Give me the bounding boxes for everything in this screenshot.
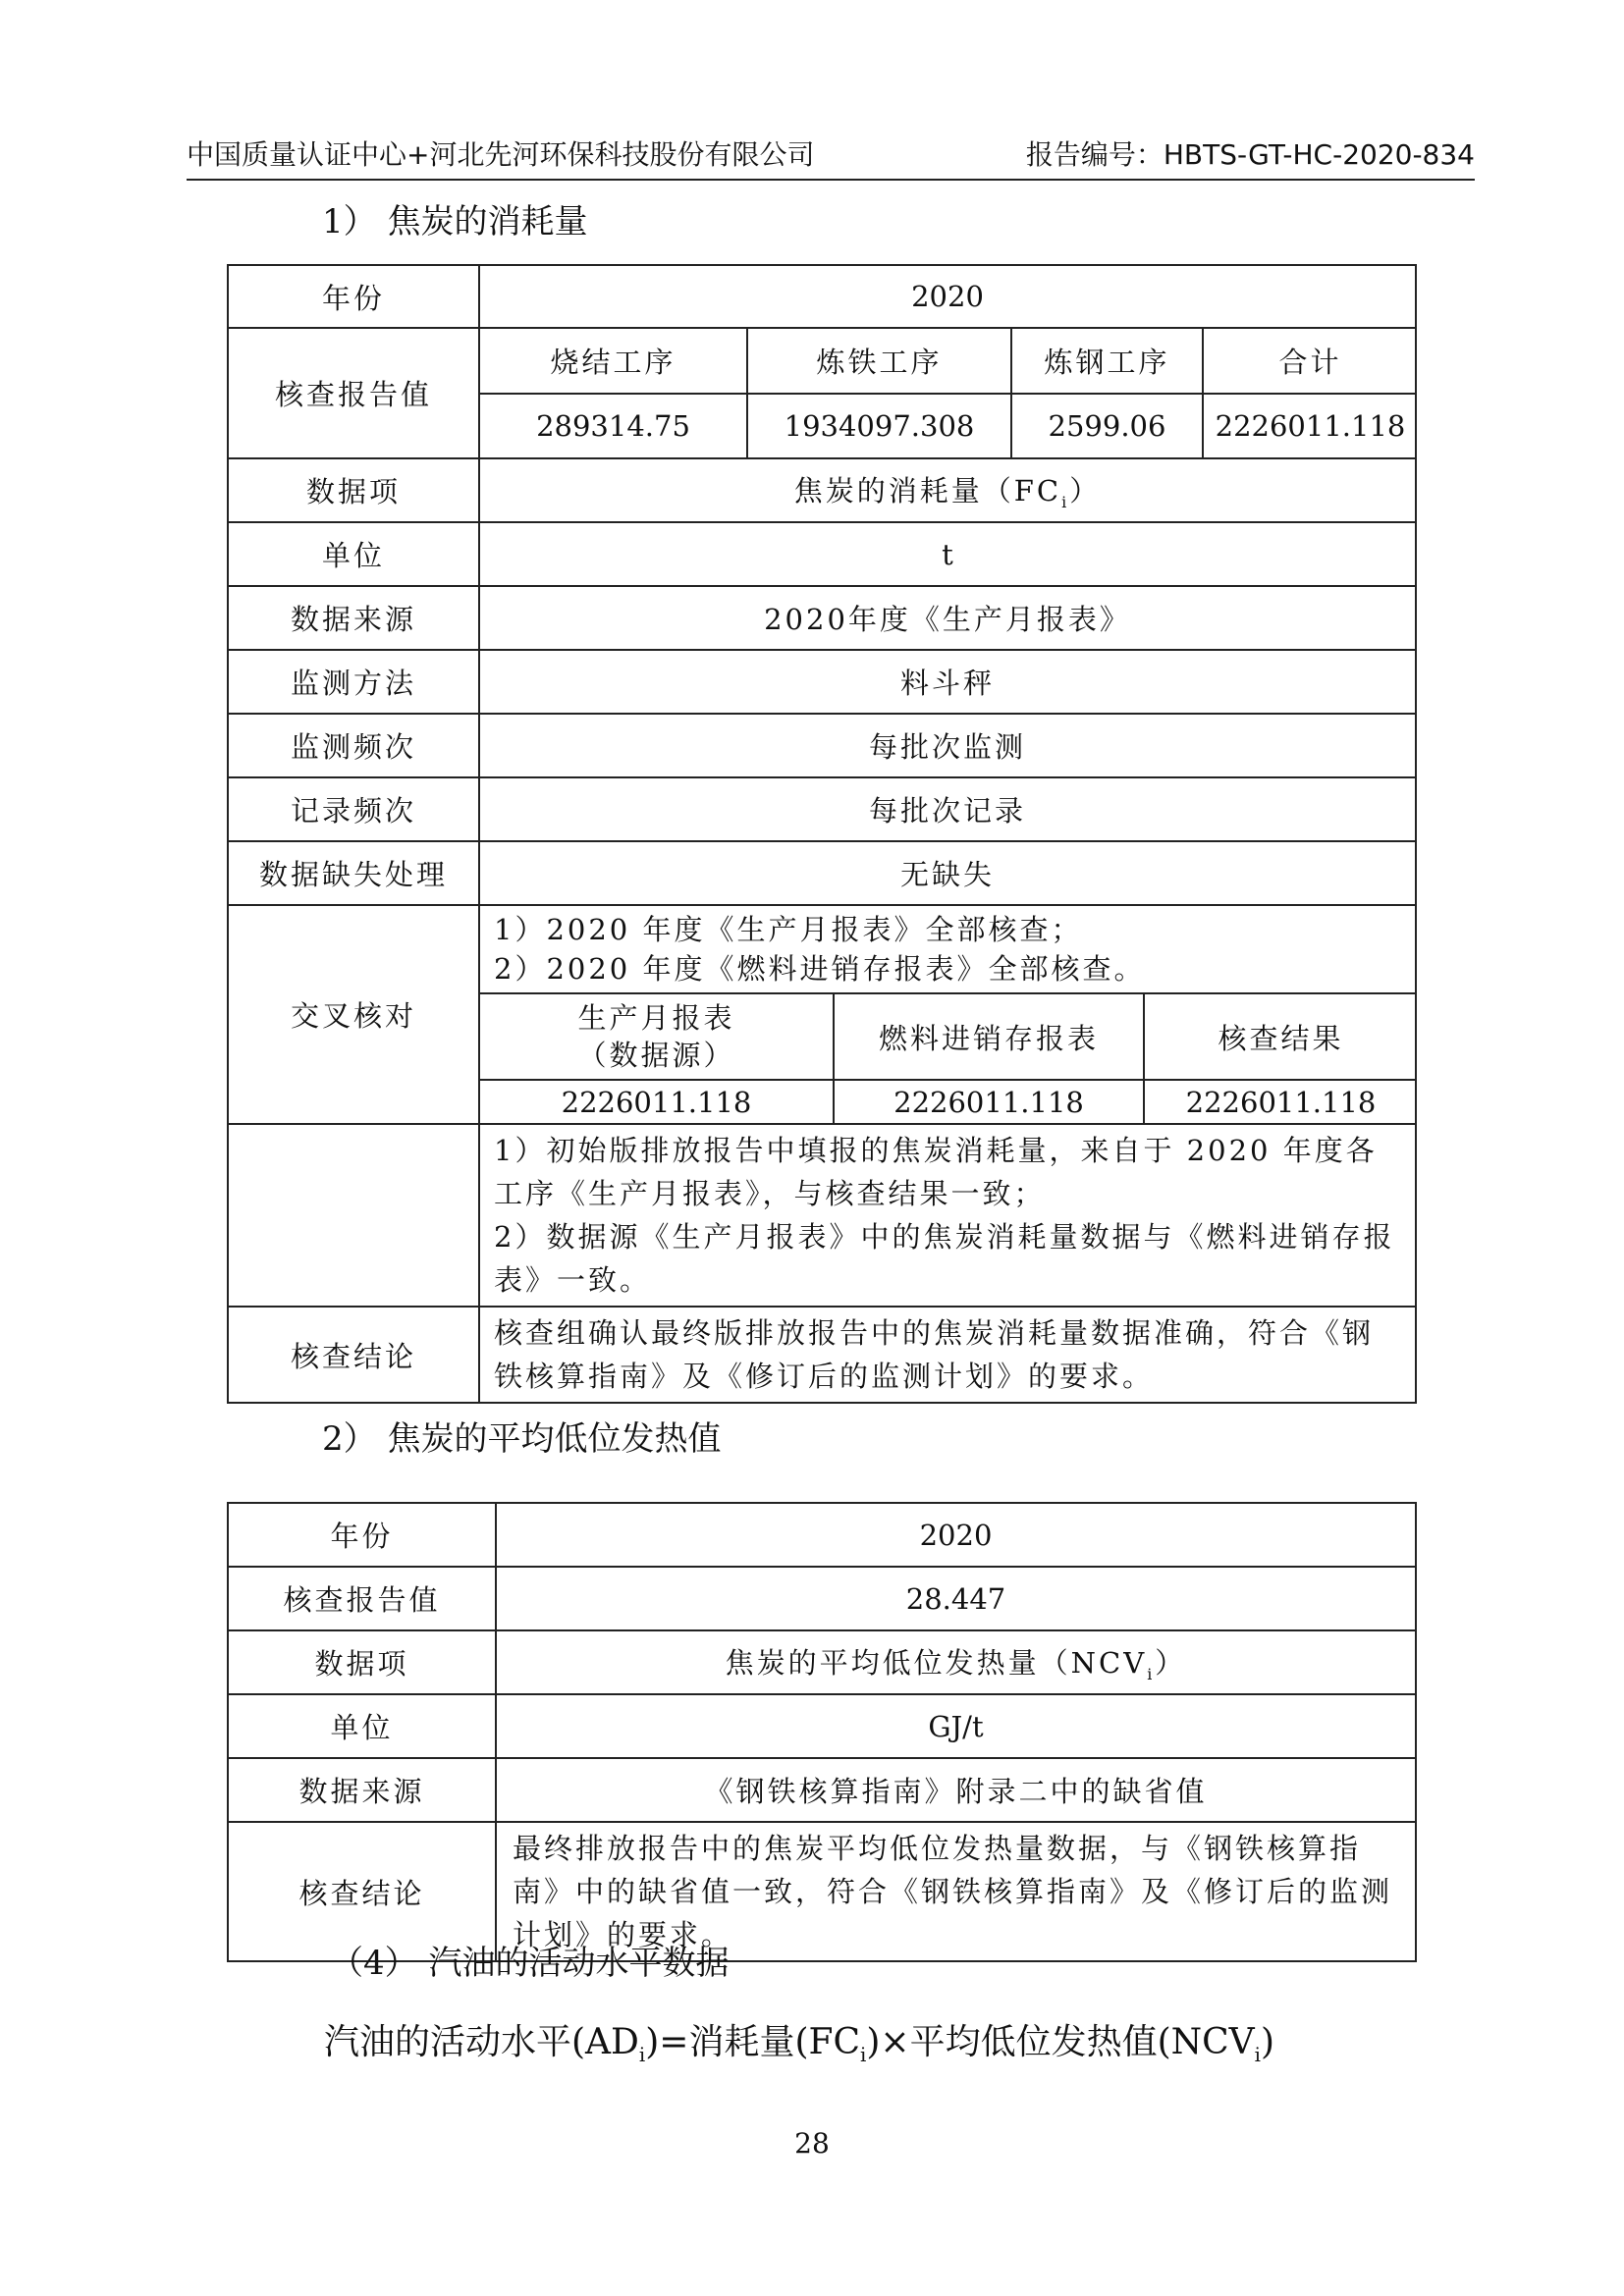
page-number: 28 [794,2127,830,2160]
ncv-year-label: 年份 [228,1503,496,1567]
process-header-steelmaking: 炼钢工序 [1011,329,1203,394]
cross-check-line-1: 1）2020 年度《生产月报表》全部核查； [494,913,1083,946]
conclusion-value: 核查组确认最终版排放报告中的焦炭消耗量数据准确，符合《钢铁核算指南》及《修订后的监测计划》的要求。 [479,1307,1416,1403]
process-header-total: 合计 [1203,329,1416,394]
cross-value-check-result: 2226011.118 [1185,1085,1377,1119]
ncv-unit-label: 单位 [228,1694,496,1758]
data-source-value: 2020年度《生产月报表》 [479,586,1416,650]
cross-check-block [480,906,1416,1123]
gasoline-activity-formula: 汽油的活动水平$(AD_i)=$消耗量$(FC_i)\times$平均低位发热值$(NCV_i)$ [324,2022,1275,2067]
process-value-total: 2226011.118 [1215,409,1406,443]
section3-title: （4） 汽油的活动水平数据 [330,1944,730,1983]
year-value: 2020 [479,265,1416,328]
year-label: 年份 [228,265,479,328]
unit-value: t [479,522,1416,586]
header-organization: 中国质量认证中心+河北先河环保科技股份有限公司 [187,138,815,171]
cross-check-label: 交叉核对 [228,905,479,1124]
ncv-unit-value: GJ/t [496,1694,1416,1758]
section1-title: 1） 焦炭的消耗量 [322,202,588,241]
process-header-sintering: 烧结工序 [480,329,747,394]
verification-notes [479,1124,1416,1307]
report-value-label: 核查报告值 [228,328,479,458]
process-value-steelmaking: 2599.06 [1011,394,1203,457]
page-header [187,128,1475,181]
cross-header-check-result: 核查结果 [1144,993,1416,1080]
missing-data-value: 无缺失 [479,841,1416,905]
missing-data-label: 数据缺失处理 [228,841,479,905]
process-value-ironmaking: 1934097.308 [747,394,1011,457]
process-header-ironmaking: 炼铁工序 [747,329,1011,394]
data-item-value: 焦炭的消耗量$(FC_i)$ [479,458,1416,522]
ncv-conclusion-value: 最终排放报告中的焦炭平均低位发热量数据，与《钢铁核算指南》中的缺省值一致，符合《钢铁核算指南》及《修订后的监测计划》的要求。 [496,1822,1416,1961]
note-2: 2）数据源《生产月报表》中的焦炭消耗量数据与《燃料进销存报表》一致。 [494,1220,1395,1297]
coke-consumption-table [227,264,1417,1404]
process-value-sintering: 289314.75 [480,394,747,457]
monitoring-frequency-value: 每批次监测 [479,714,1416,777]
note-1: 1）初始版排放报告中填报的焦炭消耗量，来自于 2020 年度各工序《生产月报表》，与核查结果一致； [494,1134,1378,1210]
ncv-data-source-value: 《钢铁核算指南》附录二中的缺省值 [496,1758,1416,1822]
unit-label: 单位 [228,522,479,586]
conclusion-label: 核查结论 [228,1307,479,1403]
process-breakdown [480,329,1416,457]
monitoring-frequency-label: 监测频次 [228,714,479,777]
ncv-conclusion-label: 核查结论 [228,1822,496,1961]
record-frequency-label: 记录频次 [228,777,479,841]
cross-value-fuel-inventory: 2226011.118 [834,1080,1144,1123]
section2-title: 2） 焦炭的平均低位发热值 [322,1419,722,1459]
cross-header-fuel-inventory: 燃料进销存报表 [834,993,1144,1080]
ncv-data-item-label: 数据项 [228,1630,496,1694]
ncv-data-source-label: 数据来源 [228,1758,496,1822]
data-source-label: 数据来源 [228,586,479,650]
cross-check-notes [480,906,1416,993]
ncv-report-value-label: 核查报告值 [228,1567,496,1630]
notes-label-blank [228,1124,479,1307]
coke-ncv-table [227,1502,1417,1962]
ncv-year-value: 2020 [496,1503,1416,1567]
monitoring-method-label: 监测方法 [228,650,479,714]
header-report-number: 报告编号：HBTS-GT-HC-2020-834 [1025,138,1475,171]
ncv-report-value: 28.447 [496,1567,1416,1630]
cross-value-monthly-report: 2226011.118 [480,1080,834,1123]
cross-header-monthly-report: 生产月报表 （数据源） [480,993,834,1080]
monitoring-method-value: 料斗秤 [479,650,1416,714]
ncv-data-item-value: 焦炭的平均低位发热量$(NCV_i)$ [496,1630,1416,1694]
cross-check-line-2: 2）2020 年度《燃料进销存报表》全部核查。 [494,952,1146,986]
data-item-label: 数据项 [228,458,479,522]
record-frequency-value: 每批次记录 [479,777,1416,841]
